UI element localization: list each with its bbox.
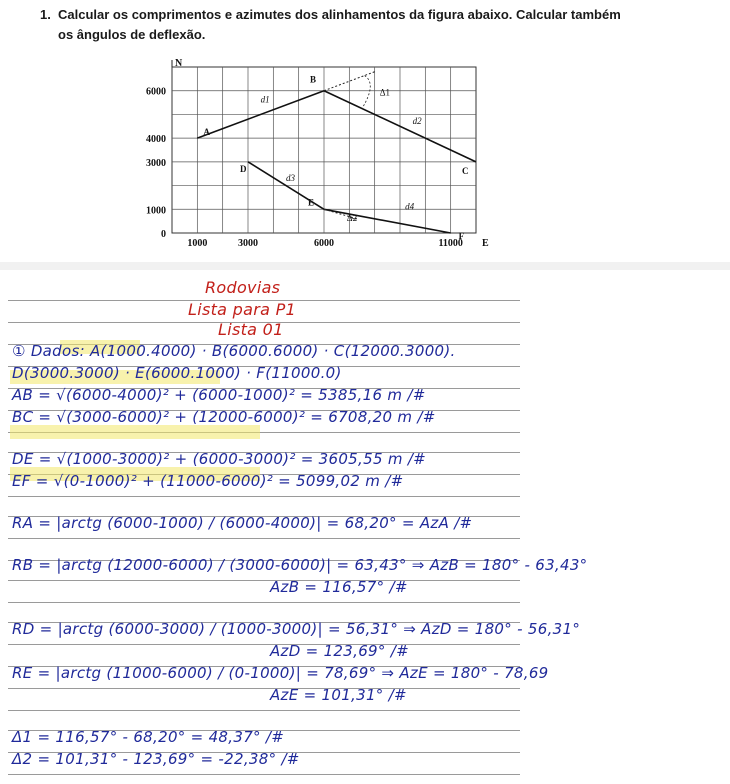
notes-course-name: Rodovias bbox=[205, 278, 281, 297]
ruled-line bbox=[8, 538, 520, 539]
notes-line-2: D(3000.3000) · E(6000.1000) · F(11000.0) bbox=[12, 364, 342, 382]
notes-line-7: RA = |arctg (6000-1000) / (6000-4000)| = 68,20° = AzA /# bbox=[12, 514, 473, 532]
segment-label-d2: d2 bbox=[412, 115, 422, 126]
ruled-line bbox=[8, 710, 520, 711]
question-number: 1. bbox=[40, 7, 51, 22]
question-text-line-2: os ângulos de deflexão. bbox=[58, 27, 206, 42]
notes-line-4: BC = √(3000-6000)² + (12000-6000)² = 6708,20 m /# bbox=[12, 408, 436, 426]
deflection-label-1: Δ1 bbox=[379, 87, 391, 98]
question-panel bbox=[0, 0, 730, 262]
notes-line-6: EF = √(0-1000)² + (11000-6000)² = 5099,02 m /# bbox=[12, 472, 404, 490]
notes-line-15: Δ2 = 101,31° - 123,69° = -22,38° /# bbox=[12, 750, 300, 768]
y-tick-label: 4000 bbox=[146, 134, 166, 146]
segment-label-d1: d1 bbox=[260, 94, 270, 105]
notes-title: Lista para P1 bbox=[188, 300, 297, 319]
x-tick-label: 1000 bbox=[187, 238, 208, 249]
deflection-label-2: Δ2 bbox=[346, 213, 358, 224]
point-label-c: C bbox=[462, 165, 469, 176]
x-tick-label: 3000 bbox=[238, 238, 258, 249]
y-tick-label: 1000 bbox=[146, 205, 166, 217]
ruled-line bbox=[8, 496, 520, 497]
point-label-b: B bbox=[310, 74, 317, 85]
x-tick-label: 11000 bbox=[438, 238, 463, 249]
ruled-line bbox=[8, 644, 520, 645]
notes-line-8: RB = |arctg (12000-6000) / (3000-6000)| = 63,43° ⇒ AzB = 180° - 63,43° bbox=[12, 556, 588, 574]
notes-subtitle: Lista 01 bbox=[218, 320, 284, 339]
ruled-line bbox=[8, 602, 520, 603]
coordinate-figure bbox=[0, 0, 730, 262]
y-tick-label: 0 bbox=[161, 229, 166, 240]
notes-line-9: AzB = 116,57° /# bbox=[270, 578, 408, 596]
notes-line-5: DE = √(1000-3000)² + (6000-3000)² = 3605,55 m /# bbox=[12, 450, 427, 468]
ruled-line bbox=[8, 688, 520, 689]
notes-line-14: Δ1 = 116,57° - 68,20° = 48,37° /# bbox=[12, 728, 285, 746]
notes-line-13: AzE = 101,31° /# bbox=[270, 686, 407, 704]
notes-line-1: ① Dados: A(1000.4000) · B(6000.6000) · C(12000.3000). bbox=[12, 342, 456, 360]
segment-label-d3: d3 bbox=[286, 172, 295, 183]
figure-grid bbox=[172, 60, 476, 233]
y-tick-label: 3000 bbox=[146, 157, 166, 169]
handwritten-notes bbox=[0, 270, 730, 784]
x-axis-label: E bbox=[482, 238, 489, 249]
notes-line-10: RD = |arctg (6000-3000) / (1000-3000)| = 56,31° ⇒ AzD = 180° - 56,31° bbox=[12, 620, 581, 638]
question-text-line-1: Calcular os comprimentos e azimutes dos alinhamentos da figura abaixo. Calcular também bbox=[58, 7, 621, 22]
x-tick-label: 6000 bbox=[314, 238, 334, 249]
point-label-d: D bbox=[240, 163, 247, 174]
ruled-line bbox=[8, 580, 520, 581]
notes-line-12: RE = |arctg (11000-6000) / (0-1000)| = 78,69° ⇒ AzE = 180° - 78,69 bbox=[12, 664, 549, 682]
point-label-a: A bbox=[203, 127, 210, 138]
ruled-line bbox=[8, 774, 520, 775]
notes-line-11: AzD = 123,69° /# bbox=[270, 642, 409, 660]
y-axis-label: N bbox=[175, 58, 183, 69]
point-label-e: E bbox=[308, 197, 315, 208]
y-tick-label: 6000 bbox=[146, 86, 166, 98]
point-label-f: F bbox=[458, 231, 465, 241]
notes-line-3: AB = √(6000-4000)² + (6000-1000)² = 5385,16 m /# bbox=[12, 386, 426, 404]
separator-band bbox=[0, 262, 730, 270]
segment-label-d4: d4 bbox=[405, 201, 415, 212]
